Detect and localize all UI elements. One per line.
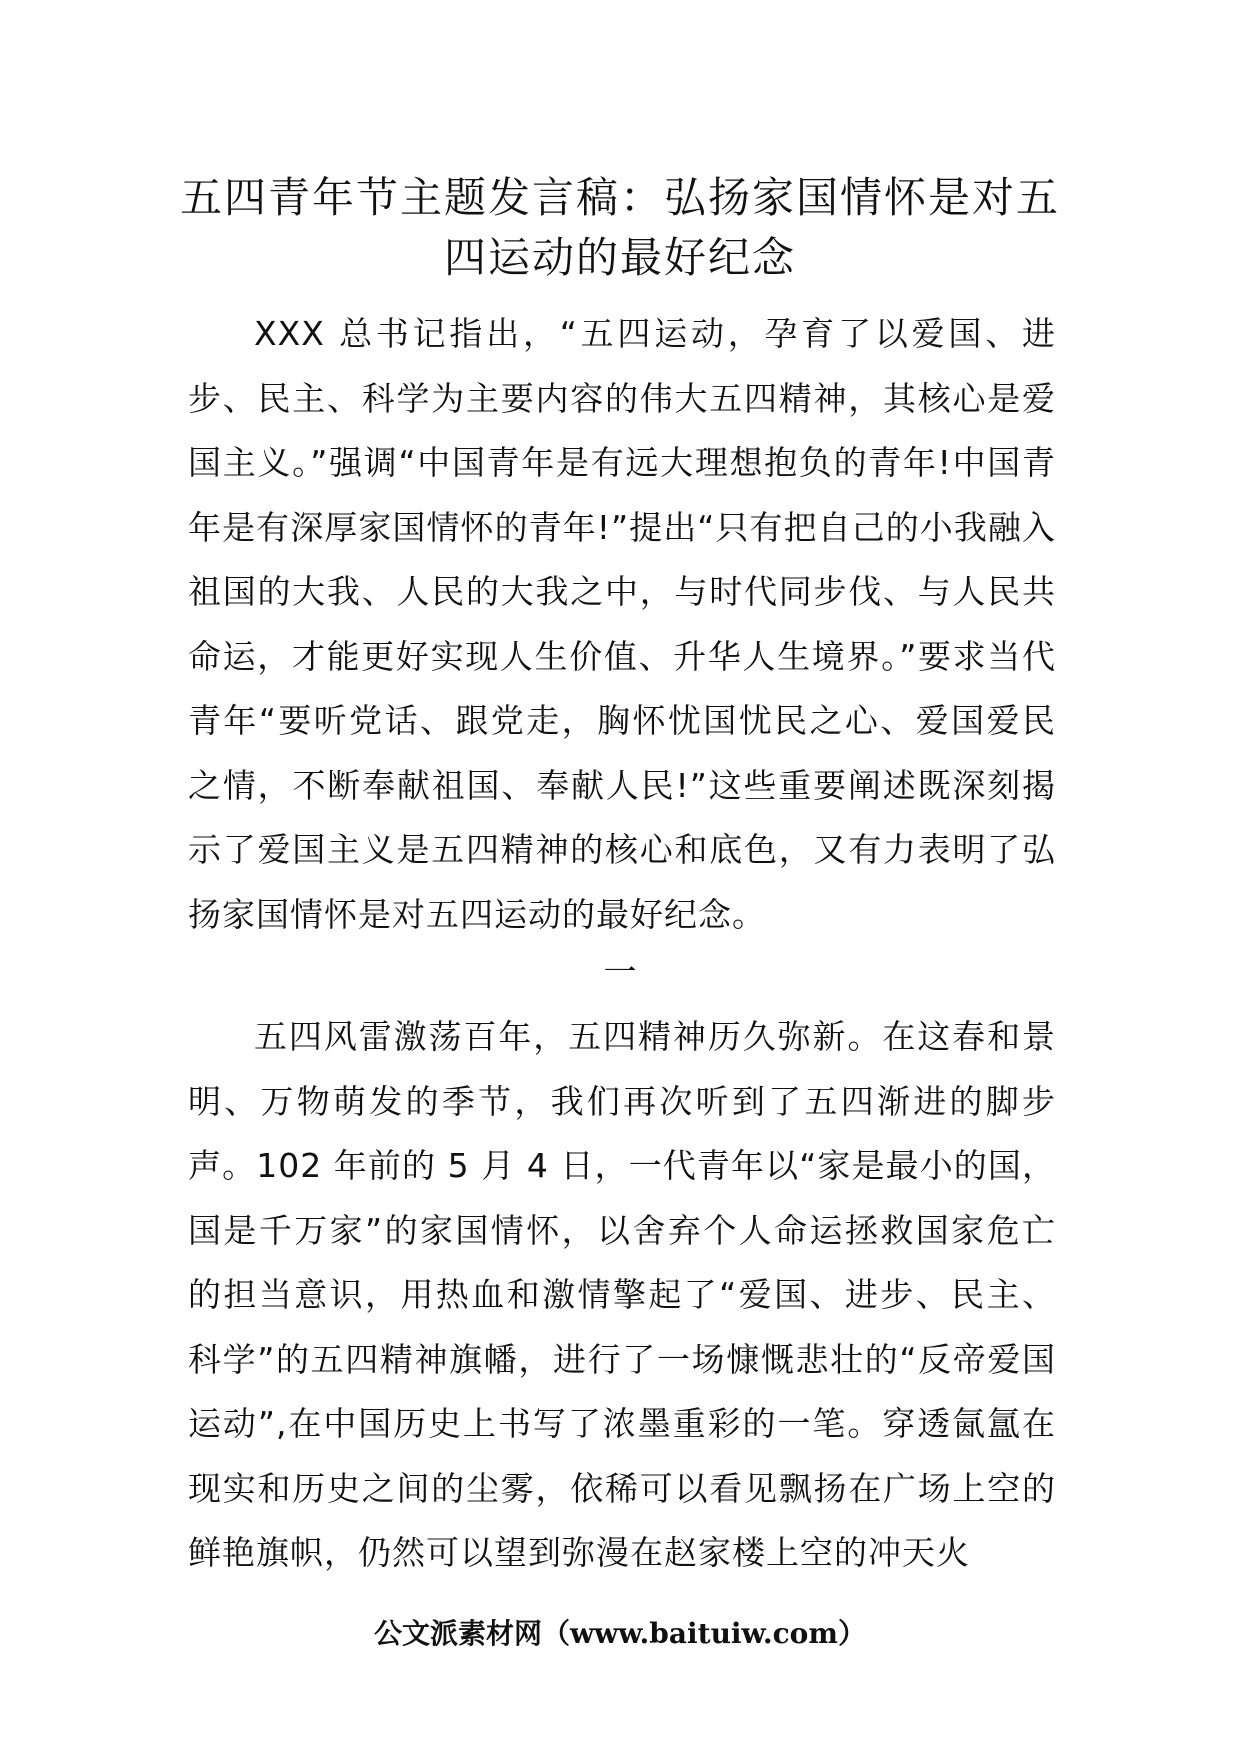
section-number: 一 [603, 952, 637, 991]
document-title: 五四青年节主题发言稿：弘扬家国情怀是对五四运动的最好纪念 [180, 173, 1061, 282]
paragraph-section-one: 五四风雷激荡百年，五四精神历久弥新。在这春和景明、万物萌发的季节，我们再次听到了五四渐进的脚步声。102 年前的 5 月 4 日，一代青年以“家是最小的国，国是千万家”的家国情怀，以舍弃个人命运拯救国家危亡的担当意识，用热血和激情擎起了“爱国、进步、民主、科学”的五四精神旗幡，进行了一场慷慨悲壮的“反帝爱国运动”,在中国历史上书写了浓墨重彩的一笔。穿透氤氲在现实和历史之间的尘雾，依稀可以看见飘扬在广场上空的鲜艳旗帜，仍然可以望到弥漫在赵家楼上空的冲天火 [188, 1017, 1056, 1572]
footer-source: 公文派素材网（www.baituiw.com） [374, 1617, 866, 1650]
paragraph-intro: XXX 总书记指出，“五四运动，孕育了以爱国、进步、民主、科学为主要内容的伟大五四精神，其核心是爱国主义。”强调“中国青年是有远大理想抱负的青年!中国青年是有深厚家国情怀的青年!”提出“只有把自己的小我融入祖国的大我、人民的大我之中，与时代同步伐、与人民共命运，才能更好实现人生价值、升华人生境界。”要求当代青年“要听党话、跟党走，胸怀忧国忧民之心、爱国爱民之情，不断奉献祖国、奉献人民!”这些重要阐述既深刻揭示了爱国主义是五四精神的核心和底色，又有力表明了弘扬家国情怀是对五四运动的最好纪念。 [188, 314, 1056, 934]
